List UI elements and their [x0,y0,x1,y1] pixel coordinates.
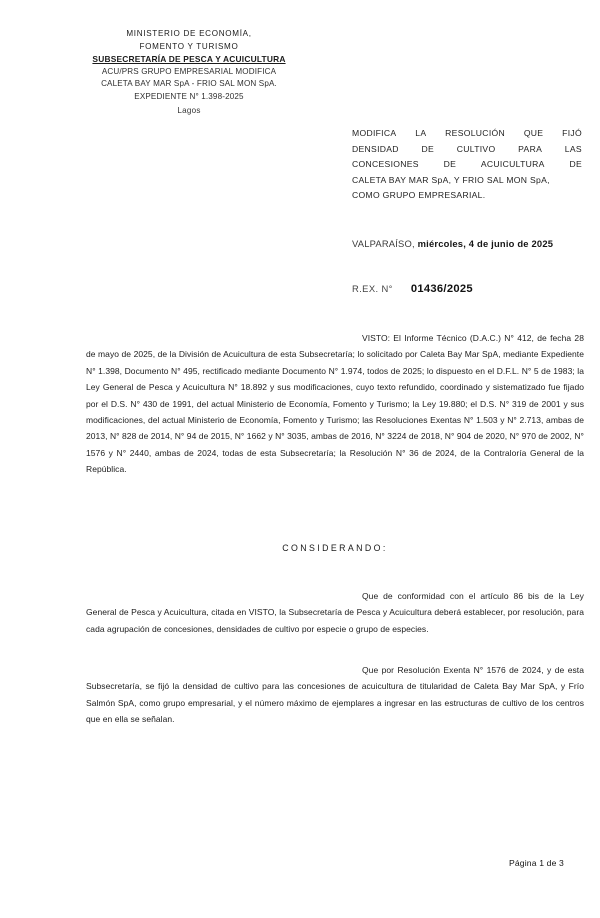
considerando-item-1-body: de la Ley General de Pesca y Acuicultura, citada en VISTO, la Subsecretaría de Pesca y Acuicultura deberá establecer, por resolución, para cada agrupación de concesiones, densidades de cultivo por especie o grupo de especies. [86,591,584,634]
letterhead-subsecretariat: SUBSECRETARÍA DE PESCA Y ACUICULTURA [92,54,286,65]
considerando-heading: CONSIDERANDO: [282,543,388,553]
subject-line-2-word-5: LAS [564,143,582,154]
subject-line-1-word-5: FIJÓ [562,128,582,138]
letterhead-region: Lagos [177,105,201,115]
place-city: VALPARAÍSO, [352,238,415,249]
considerando-item-1 [86,588,584,637]
subject-line-1-word-4: QUE [523,128,544,138]
visto-text-container [86,330,584,478]
subject-line-3-word-1: CONCESIONES [352,159,419,170]
subject-line-3-word-2: DE [443,159,457,170]
subject-line-2-word-3: CULTIVO [456,143,496,154]
visto-body: fecha 28 de mayo de 2025, de la División de Acuicultura de esta Subsecretaría; lo solicitado por Caleta Bay Mar SpA, mediante Expediente N° 1.398, Documento N° 495, rectificado mediante Documento N° 1.974, todos de 2025; lo dispuesto en el D.F.L. N° 5 de 1983; la Ley General de Pesca y Acuicultura N° 18.892 y sus modificaciones, cuyo texto refundido, coordinado y sistematizado fue fijado por el D.S. N° 430 de 1991, del actual Ministerio de Economía, Fomento y Turismo; la Ley 19.880; el D.S. N° 319 de 2001 y sus modificaciones, del actual Ministerio de Economía, Fomento y Turismo; las Resoluciones Exentas N° 1.503 y N° 2.713, ambas de 2013, N° 828 de 2014, N° 94 de 2015, N° 1662 y N° 3035, ambas de 2016, N° 3224 de 2018, N° 904 de 2020, N° 970 de 2002, N° 1576 y N° 2440, ambas de 2024, todas de esta Subsecretaría; la Resolución N° 36 de 2024, de la Contraloría General de la República. [86,333,584,475]
subject-line-2 [352,142,582,158]
considerando-item-2-container [86,662,584,728]
subject-line-1-word-3: RESOLUCIÓN [445,128,505,138]
considerando-item-1-container [86,588,584,637]
subject-line-1 [352,126,582,142]
issue-date: miércoles, 4 de junio de 2025 [417,238,554,249]
resolution-number-value: 01436/2025 [410,283,473,295]
subject-line-2-word-1: DENSIDAD [352,143,399,154]
place-and-date [352,238,553,249]
considerando-item-2-lead: Que por Resolución Exenta N° 1576 de [362,665,519,675]
subject-line-3-word-4: DE [569,159,582,170]
subject-line-1-word-2: LA [415,128,427,138]
letterhead-reference-line-1: ACU/PRS GRUPO EMPRESARIAL MODIFICA [101,66,277,76]
subject-line-1-word-1: MODIFICA [352,128,397,138]
letterhead-ministry-line-2: FOMENTO Y TURISMO [139,41,239,51]
subject-line-5: COMO GRUPO EMPRESARIAL. [352,190,486,201]
resolution-number-label: R.EX. N° [352,283,393,294]
letterhead-expediente-number: EXPEDIENTE N° 1.398-2025 [134,91,244,101]
subject-line-3 [352,157,582,173]
letterhead [58,28,320,117]
considerando-item-1-lead: Que de conformidad con el artículo 86 bis [362,591,540,601]
resolution-number-block [352,283,473,295]
considerando-item-2 [86,662,584,728]
letterhead-reference-line-2: CALETA BAY MAR SpA - FRIO SAL MON SpA. [101,79,277,89]
subject-summary-block [352,126,582,204]
letterhead-ministry-line-1: MINISTERIO DE ECONOMÍA, [126,29,252,38]
page-footer: Página 1 de 3 [509,858,564,868]
visto-lead: VISTO: El Informe Técnico (D.A.C.) N° 412, de [362,333,547,343]
subject-line-3-word-3: ACUICULTURA [480,159,545,170]
visto-paragraph [86,330,584,478]
subject-line-2-word-2: DE [421,143,435,154]
subject-line-2-word-4: PARA [518,143,543,154]
subject-line-4: CALETA BAY MAR SpA, Y FRIO SAL MON SpA, [352,174,550,185]
considerando-item-2-body: 2024, y de esta Subsecretaría, se fijó la densidad de cultivo para las concesiones de acuicultura de titularidad de Caleta Bay Mar SpA, y Frío Salmón SpA, como grupo empresarial, y el número máximo de ejemplares a ingresar en las estructuras de cultivo de los centros que en ella se señalan. [86,665,584,725]
